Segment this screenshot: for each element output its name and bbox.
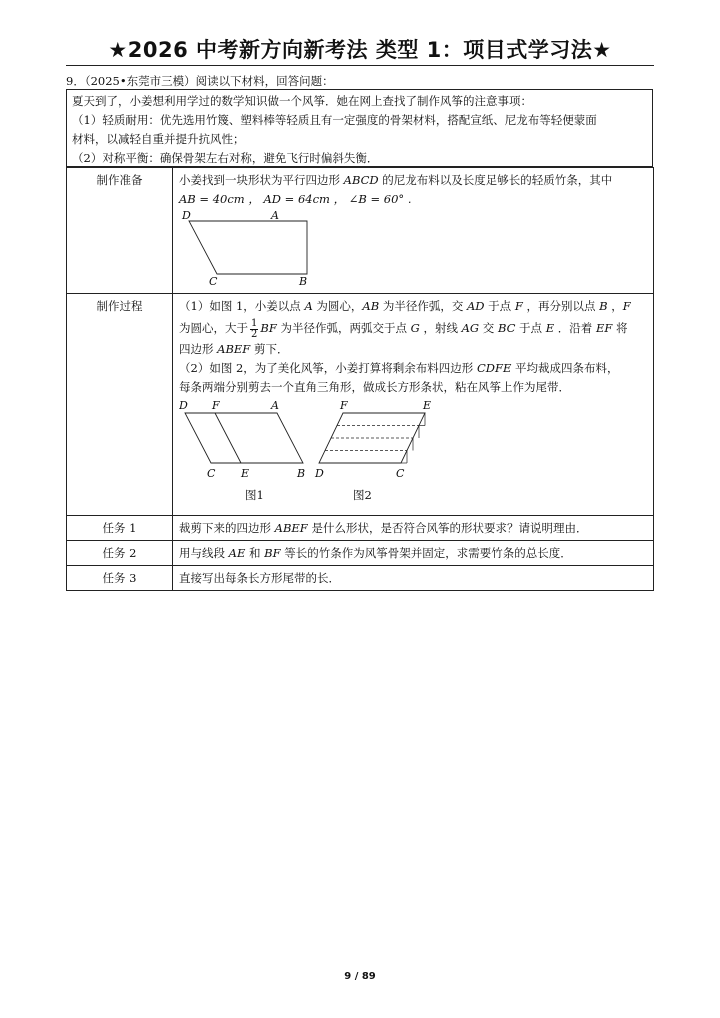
figure-label-c: C [209,275,218,285]
figure-label-d: D [182,209,191,222]
figure-2 [314,399,431,502]
fig2-label-e: E [423,399,432,412]
fig2-label-c: C [396,467,405,480]
table-row-task-1 [67,516,654,541]
preparation-given: AB = 40cm ， AD = 64cm ， ∠B = 60° . [179,192,412,206]
process-figures [179,397,449,507]
figure-label-b: B [299,275,308,285]
fraction-one-half: $\frac{1}{2}$ [251,317,258,340]
fig1-label-e: E [241,467,250,480]
page-title: ★2026 中考新方向新考法 类型 1：项目式学习法★ [108,38,612,62]
fig2-label-f: F [340,399,348,412]
table-row-process [67,294,654,516]
material-line: 材料，以减轻自重并提升抗风性； [72,132,245,146]
task-3-label: 任务 3 [67,566,173,591]
fig1-label-f: F [212,399,220,412]
material-line: 夏天到了，小姜想利用学过的数学知识做一个风筝．她在网上查找了制作风筝的注意事项： [72,94,532,108]
fig1-label-a: A [271,399,279,412]
page-number: 9 / 89 [344,971,376,982]
table-row-task-3 [67,566,654,591]
title-divider [66,65,654,66]
table-row-task-2 [67,541,654,566]
preparation-content [173,168,654,294]
process-content [173,294,654,516]
task-table [66,167,654,591]
task-3-content: 直接写出每条长方形尾带的长． [173,566,654,591]
task-2-content: 用与线段 AE 和 BF 等长的竹条作为风筝骨架并固定，求需要竹条的总长度． [173,541,654,566]
question-intro: 9．（2025•东莞市三模）阅读以下材料，回答问题： [66,74,334,88]
preparation-label: 制作准备 [67,168,173,294]
task-2-label: 任务 2 [67,541,173,566]
task-1-label: 任务 1 [67,516,173,541]
material-line: （2）对称平衡：确保骨架左右对称，避免飞行时偏斜失衡． [72,151,379,165]
figure-label-a: A [271,209,279,222]
figure-1 [179,399,305,502]
process-step1-line3: 四边形 ABEF 剪下． [179,342,289,356]
process-label: 制作过程 [67,294,173,516]
fig1-label-d: D [179,399,188,412]
process-step1-line1: （1）如图 1，小姜以点 A 为圆心，AB 为半径作弧，交 AD 于点 F ，再分别以点 B ，F [179,299,631,313]
task-1-content: 裁剪下来的四边形 ABEF 是什么形状，是否符合风筝的形状要求？请说明理由． [173,516,654,541]
material-line: （1）轻质耐用：优先选用竹篾、塑料棒等轻质且有一定强度的骨架材料，搭配宣纸、尼龙布等轻便蒙面 [72,113,597,127]
table-row-preparation [67,168,654,294]
preparation-text: 小姜找到一块形状为平行四边形 ABCD 的尼龙布料以及长度足够长的轻质竹条，其中 [179,173,613,187]
material-box [66,89,653,167]
parallelogram-abcd-figure [179,209,319,285]
process-step1-line2: 为圆心，大于 $\frac{1}{2}$ BF 为半径作弧，两弧交于点 G ，射线 AG 交 BC 于点 E ．沿着 EF 将 [179,317,628,340]
fig1-label-c: C [207,467,216,480]
figure-1-caption: 图1 [245,488,264,502]
fig2-label-d: D [315,467,324,480]
process-step2-line1: （2）如图 2，为了美化风筝，小姜打算将剩余布料四边形 CDFE 平均裁成四条布料， [179,361,619,375]
process-step2-line2: 每条两端分别剪去一个直角三角形，做成长方形条状，粘在风筝上作为尾带． [179,380,570,394]
figure-2-caption: 图2 [353,488,372,502]
fig1-label-b: B [297,467,306,480]
